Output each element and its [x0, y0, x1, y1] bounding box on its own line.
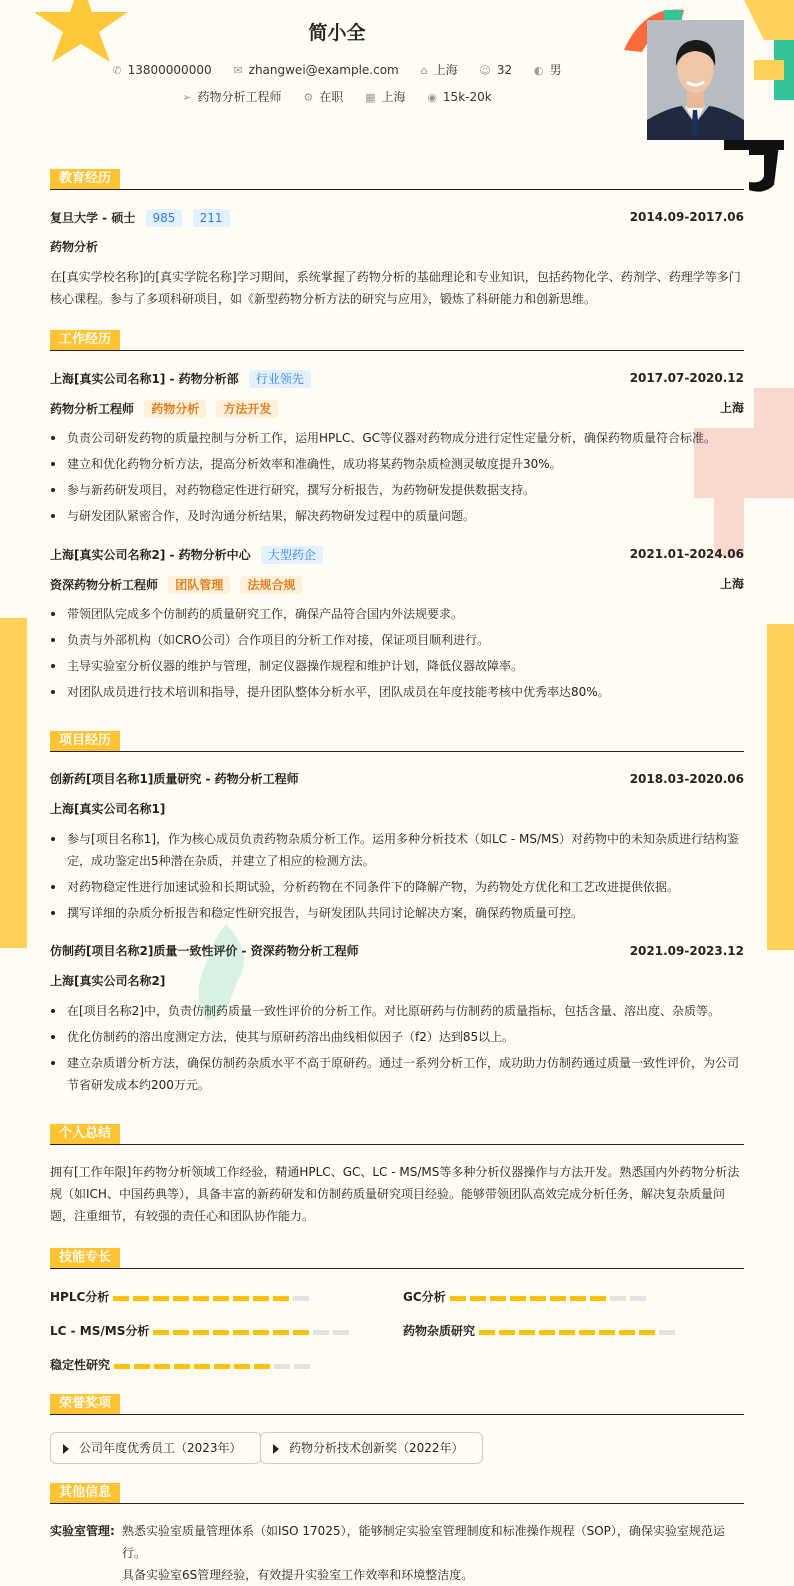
skill-level-filled — [254, 1364, 270, 1369]
school-name: 复旦大学 - 硕士 — [50, 211, 136, 225]
award-chip[interactable] — [50, 1432, 261, 1464]
job-title-text: 药物分析工程师 — [197, 90, 282, 104]
skills-section — [50, 1248, 744, 1372]
other-info-label: 实验室管理: — [50, 1524, 115, 1538]
skill-level-filled — [253, 1330, 269, 1335]
skill-level-filled — [214, 1364, 230, 1369]
skill-name: 稳定性研究 — [50, 1358, 111, 1372]
skill-level-filled — [173, 1330, 189, 1335]
job-city: 上海 — [719, 401, 744, 415]
job-role: 资深药物分析工程师 — [50, 578, 159, 592]
summary-text: 拥有[工作年限]年药物分析领域工作经验，精通HPLC、GC、LC - MS/MS等多种分析仪器操作与方法开发。熟悉国内外药物分析法规（如ICH、中国药典等），具备丰富的新药研发和仿制药质量研究项目经验。能够带领团队高效完成分析任务，解决复杂质量问题，注重细节，有较强的责任心和团队协作能力。 — [50, 1165, 740, 1223]
education-section — [50, 169, 744, 306]
skill-level-filled — [114, 1364, 130, 1369]
school-tag: 985 — [146, 209, 183, 227]
skill-item — [403, 1288, 650, 1305]
skill-level-empty — [610, 1296, 626, 1301]
skill-level-filled — [550, 1296, 566, 1301]
city-text: 上海 — [381, 90, 406, 104]
skill-level-filled — [510, 1296, 526, 1301]
other-info-line: 熟悉实验室质量管理体系（如ISO 17025），能够制定实验室管理制度和标准操作规程（SOP），确保实验室规范运行。 — [122, 1524, 725, 1560]
section-header — [50, 1394, 744, 1415]
award-chip[interactable] — [260, 1432, 483, 1464]
skill-level-filled — [293, 1330, 309, 1335]
skill-level-bar — [153, 1325, 353, 1339]
skill-level-filled — [193, 1330, 209, 1335]
job-role-row — [50, 576, 744, 594]
skill-level-filled — [570, 1296, 586, 1301]
avatar — [647, 20, 744, 140]
skill-level-filled — [539, 1330, 555, 1335]
skill-level-filled — [213, 1296, 229, 1301]
gear-icon: ⚙ — [303, 91, 314, 104]
section-header — [50, 731, 744, 752]
awards-section — [50, 1394, 744, 1455]
section-title: 技能专长 — [50, 1248, 120, 1268]
skill-level-empty — [313, 1330, 329, 1335]
skill-level-bar — [113, 1291, 313, 1305]
skill-level-filled — [253, 1296, 269, 1301]
job-date: 2021.01-2024.06 — [629, 547, 744, 561]
phone-icon: ✆ — [112, 64, 122, 77]
section-title: 其他信息 — [50, 1483, 120, 1503]
section-title: 教育经历 — [50, 169, 120, 189]
company-name: 上海[真实公司名称1] - 药物分析部 — [50, 372, 239, 386]
skill-level-filled — [213, 1330, 229, 1335]
skill-level-filled — [133, 1296, 149, 1301]
play-icon — [273, 1444, 279, 1454]
skill-level-filled — [134, 1364, 150, 1369]
company-name: 上海[真实公司名称2] - 药物分析中心 — [50, 548, 251, 562]
coin-icon: ◉ — [427, 91, 437, 104]
skill-item — [50, 1356, 314, 1373]
salary-item — [427, 90, 491, 104]
role-tag: 团队管理 — [168, 576, 230, 594]
skill-level-empty — [630, 1296, 646, 1301]
city-item — [365, 88, 405, 105]
gender-icon: ◐ — [533, 64, 544, 77]
skill-level-filled — [273, 1330, 289, 1335]
skill-level-filled — [113, 1296, 129, 1301]
skill-level-empty — [333, 1330, 349, 1335]
skill-level-filled — [579, 1330, 595, 1335]
project-duties — [50, 828, 744, 928]
project-duties — [50, 1000, 744, 1100]
project-company: 上海[真实公司名称1] — [50, 802, 166, 816]
other-info-text — [122, 1520, 744, 1586]
section-header — [50, 330, 744, 351]
skill-level-filled — [153, 1330, 169, 1335]
send-icon: ➢ — [182, 91, 192, 104]
project-date: 2018.03-2020.06 — [629, 772, 744, 786]
job-title-item — [182, 88, 281, 105]
skill-level-filled — [174, 1364, 190, 1369]
gender-item — [534, 61, 562, 78]
age-text: 32 — [496, 63, 513, 77]
section-header — [50, 1248, 744, 1269]
mail-icon: ✉ — [233, 64, 243, 77]
side-bar-decoration — [767, 624, 794, 950]
skill-level-filled — [233, 1296, 249, 1301]
skill-level-empty — [659, 1330, 675, 1335]
job-city: 上海 — [719, 577, 744, 591]
job-date: 2017.07-2020.12 — [629, 371, 744, 385]
work-section — [50, 330, 744, 699]
job-header — [50, 546, 744, 564]
list-item: 撰写详细的杂质分析报告和稳定性研究报告，与研发团队共同讨论解决方案，确保药物质量可控。 — [50, 902, 744, 924]
job-duties — [50, 427, 744, 531]
education-row — [50, 209, 744, 227]
list-item: 建立杂质谱分析方法，确保仿制药杂质水平不高于原研药。通过一系列分析工作，成功助力仿制药通过质量一致性评价，为公司节省研发成本约200万元。 — [50, 1052, 744, 1096]
skill-item — [50, 1288, 313, 1305]
person-icon: ☺ — [479, 64, 491, 77]
section-title: 个人总结 — [50, 1124, 120, 1144]
award-label: 药物分析技术创新奖（2022年） — [289, 1441, 464, 1455]
skill-name: GC分析 — [403, 1290, 446, 1304]
home-icon: ⌂ — [420, 64, 428, 77]
skill-level-bar — [479, 1325, 679, 1339]
skill-name: LC - MS/MS分析 — [50, 1324, 150, 1338]
skill-level-bar — [114, 1359, 314, 1373]
list-item: 对药物稳定性进行加速试验和长期试验，分析药物在不同条件下的降解产物，为药物处方优化和工艺改进提供依据。 — [50, 876, 744, 898]
candidate-name: 简小全 — [308, 22, 366, 44]
resume-header — [0, 0, 794, 140]
age-item — [479, 63, 512, 77]
phone-item — [112, 63, 211, 77]
project-date: 2021.09-2023.12 — [629, 944, 744, 958]
role-tag: 药物分析 — [144, 400, 206, 418]
award-label: 公司年度优秀员工（2023年） — [79, 1441, 242, 1455]
skill-level-filled — [619, 1330, 635, 1335]
status-text: 在职 — [319, 90, 344, 104]
skill-level-filled — [154, 1364, 170, 1369]
skill-level-filled — [193, 1296, 209, 1301]
section-title: 工作经历 — [50, 330, 120, 350]
skill-level-filled — [450, 1296, 466, 1301]
skill-level-filled — [590, 1296, 606, 1301]
list-item: 参与新药研发项目，对药物稳定性进行研究，撰写分析报告，为药物研发提供数据支持。 — [50, 479, 744, 501]
other-info-section — [50, 1483, 744, 1582]
skill-level-filled — [153, 1296, 169, 1301]
play-icon — [63, 1444, 69, 1454]
role-tag: 法规合规 — [240, 576, 302, 594]
list-item: 负责公司研发药物的质量控制与分析工作，运用HPLC、GC等仪器对药物成分进行定性定量分析，确保药物质量符合标准。 — [50, 427, 744, 449]
job-role: 药物分析工程师 — [50, 402, 135, 416]
list-item: 主导实验室分析仪器的维护与管理，制定仪器操作规程和维护计划，降低仪器故障率。 — [50, 655, 744, 677]
skill-level-filled — [599, 1330, 615, 1335]
job-role-row — [50, 400, 744, 418]
section-header — [50, 1124, 744, 1145]
skill-level-filled — [519, 1330, 535, 1335]
job-header — [50, 370, 744, 388]
salary-text: 15k-20k — [442, 90, 492, 104]
company-tag: 大型药企 — [261, 546, 323, 564]
email-item — [233, 63, 398, 77]
skill-level-empty — [294, 1364, 310, 1369]
list-item: 带领团队完成多个仿制药的质量研究工作，确保产品符合国内外法规要求。 — [50, 603, 744, 625]
skill-level-bar — [450, 1291, 650, 1305]
skill-level-filled — [559, 1330, 575, 1335]
skill-level-filled — [499, 1330, 515, 1335]
location-text: 上海 — [433, 63, 458, 77]
phone-text: 13800000000 — [127, 63, 212, 77]
skill-level-filled — [194, 1364, 210, 1369]
skill-name: 药物杂质研究 — [403, 1324, 476, 1338]
skill-level-filled — [479, 1330, 495, 1335]
education-description: 在[真实学校名称]的[真实学院名称]学习期间，系统掌握了药物分析的基础理论和专业知识，包括药物化学、药剂学、药理学等多门核心课程。参与了多项科研项目，如《新型药物分析方法的研究与应用》，锻炼了科研能力和创新思维。 — [50, 270, 741, 306]
project-name: 仿制药[项目名称2]质量一致性评价 - 资深药物分析工程师 — [50, 944, 359, 958]
section-title: 项目经历 — [50, 731, 120, 751]
list-item: 负责与外部机构（如CRO公司）合作项目的分析工作对接，保证项目顺利进行。 — [50, 629, 744, 651]
gender-text: 男 — [549, 63, 562, 77]
company-tag: 行业领先 — [249, 370, 311, 388]
project-company: 上海[真实公司名称2] — [50, 974, 166, 988]
skill-level-filled — [273, 1296, 289, 1301]
section-header — [50, 169, 744, 190]
role-tag: 方法开发 — [216, 400, 278, 418]
summary-section — [50, 1124, 744, 1223]
skill-level-empty — [274, 1364, 290, 1369]
skill-level-filled — [470, 1296, 486, 1301]
skill-level-filled — [233, 1330, 249, 1335]
award-list — [50, 1432, 744, 1464]
other-info-row — [50, 1520, 744, 1586]
skill-level-filled — [490, 1296, 506, 1301]
section-title: 荣誉奖项 — [50, 1394, 120, 1414]
skill-item — [50, 1322, 353, 1339]
building-icon: ▦ — [365, 91, 376, 104]
list-item: 优化仿制药的溶出度测定方法，使其与原研药溶出曲线相似因子（f2）达到85以上。 — [50, 1026, 744, 1048]
status-item — [303, 88, 343, 105]
project-header — [50, 943, 744, 959]
skill-level-filled — [530, 1296, 546, 1301]
list-item: 参与[项目名称1]，作为核心成员负责药物杂质分析工作。运用多种分析技术（如LC - MS/MS）对药物中的未知杂质进行结构鉴定，成功鉴定出5种潜在杂质，并建立了相应的检测方法。 — [50, 828, 744, 872]
skill-level-filled — [234, 1364, 250, 1369]
skill-level-empty — [293, 1296, 309, 1301]
email-text: zhangwei@example.com — [248, 63, 399, 77]
list-item: 与研发团队紧密合作，及时沟通分析结果，解决药物研发过程中的质量问题。 — [50, 505, 744, 527]
job-intent-row — [0, 88, 674, 105]
list-item: 建立和优化药物分析方法，提高分析效率和准确性，成功将某药物杂质检测灵敏度提升30%。 — [50, 453, 744, 475]
skill-name: HPLC分析 — [50, 1290, 110, 1304]
major: 药物分析 — [50, 240, 99, 254]
other-info-line: 具备实验室6S管理经验，有效提升实验室工作效率和环境整洁度。 — [122, 1568, 474, 1582]
skill-level-filled — [173, 1296, 189, 1301]
project-name: 创新药[项目名称1]质量研究 - 药物分析工程师 — [50, 772, 299, 786]
side-bar-decoration — [0, 618, 27, 948]
list-item: 对团队成员进行技术培训和指导，提升团队整体分析水平，团队成员在年度技能考核中优秀率达80%。 — [50, 681, 744, 703]
school-tag: 211 — [193, 209, 230, 227]
job-duties — [50, 603, 744, 707]
education-date: 2014.09-2017.06 — [629, 210, 744, 224]
list-item: 在[项目名称2]中，负责仿制药质量一致性评价的分析工作。对比原研药与仿制药的质量指标，包括含量、溶出度、杂质等。 — [50, 1000, 744, 1022]
location-item — [421, 61, 458, 78]
project-header — [50, 771, 744, 787]
projects-section — [50, 731, 744, 1092]
contact-row — [0, 61, 674, 78]
skill-level-filled — [639, 1330, 655, 1335]
skill-item — [403, 1322, 679, 1339]
section-header — [50, 1483, 744, 1504]
